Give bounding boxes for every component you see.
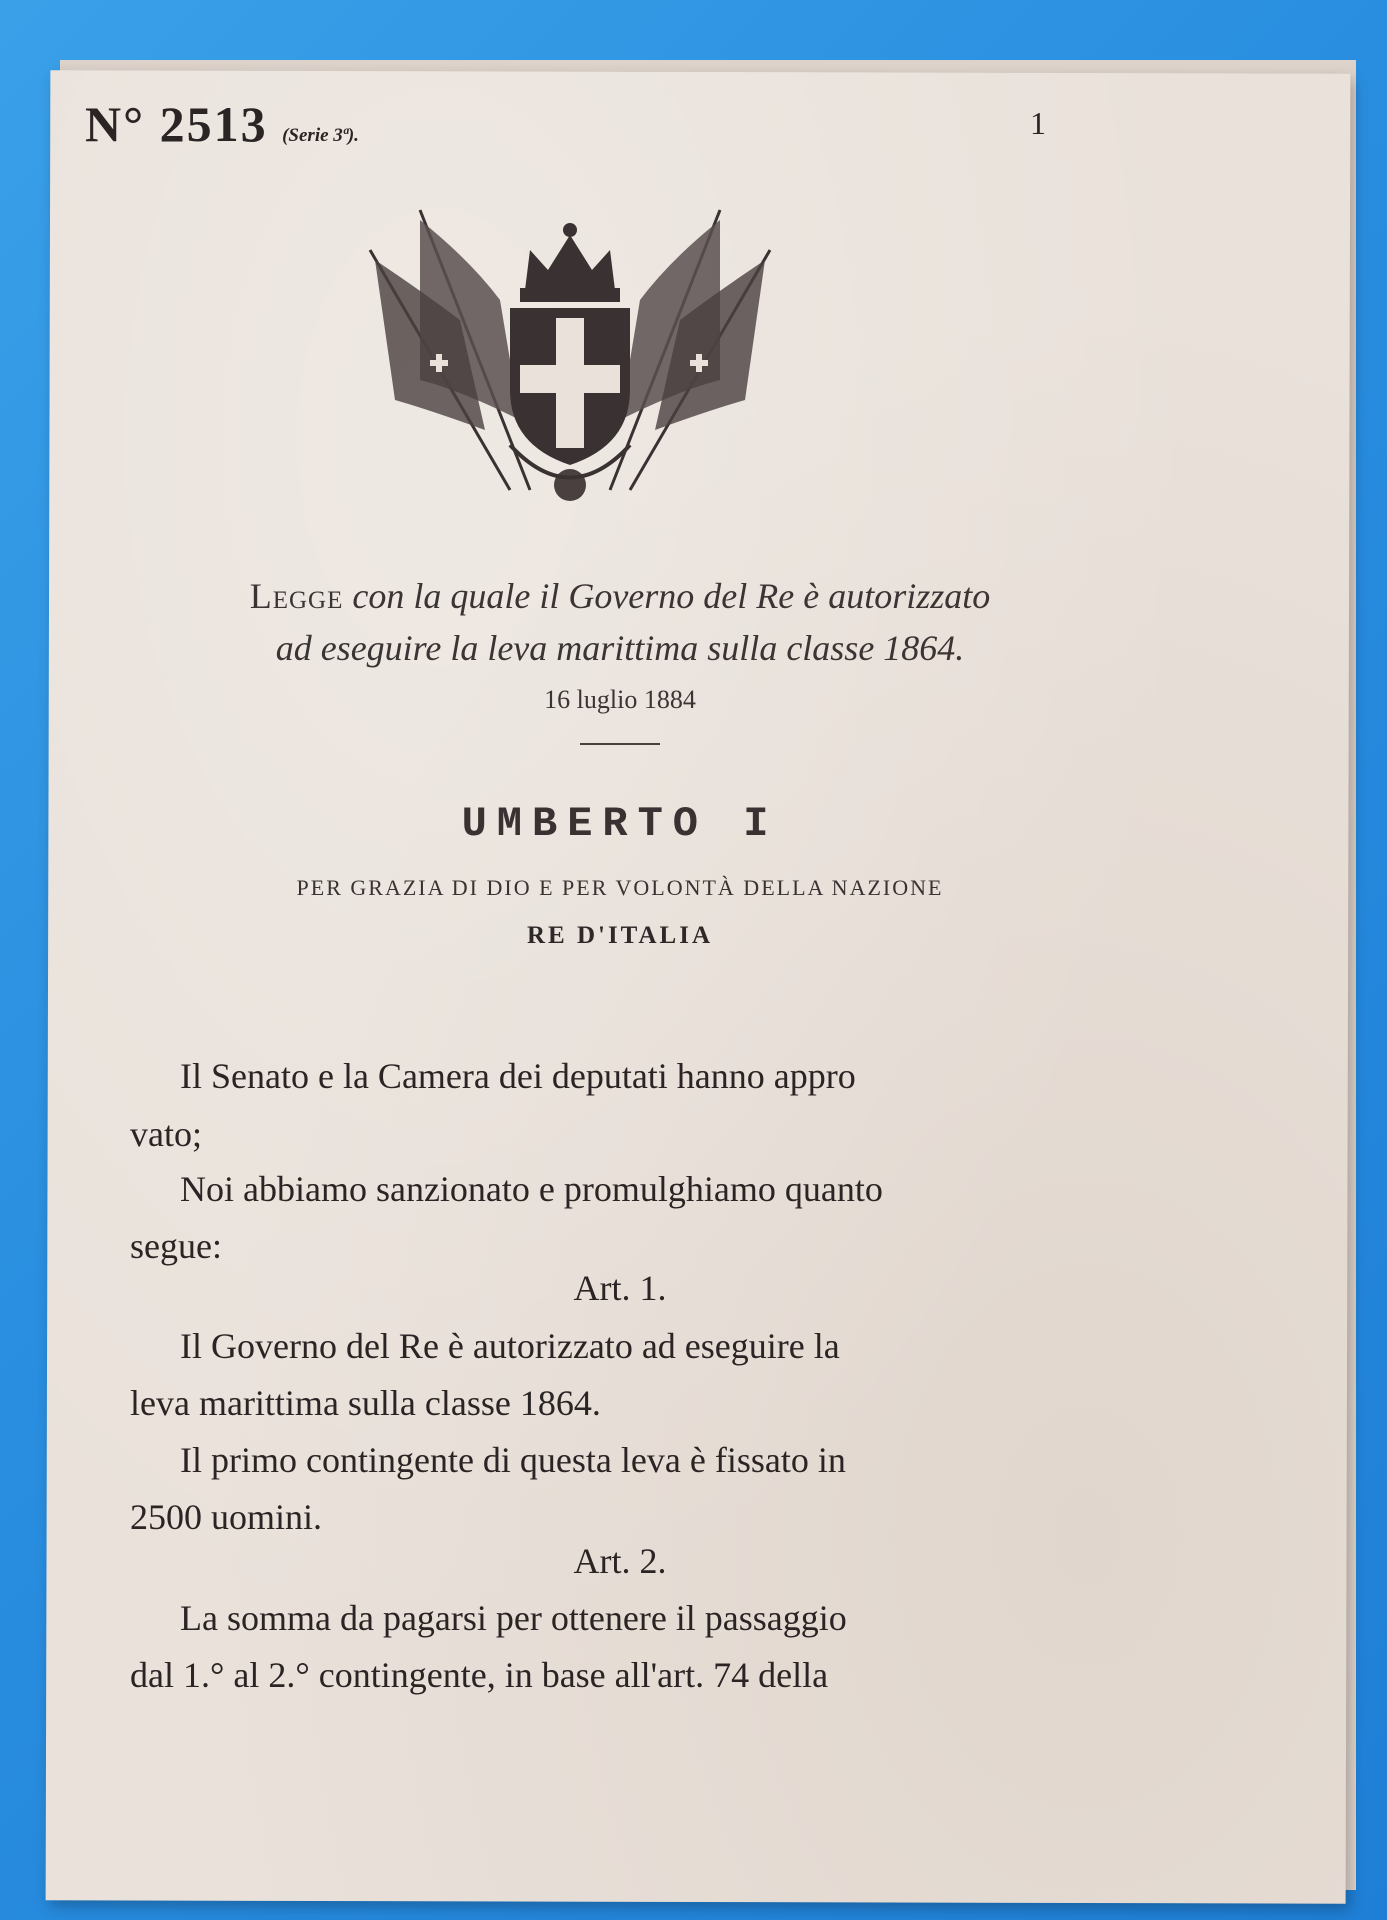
divider [580,743,660,745]
article-1-text [130,1325,1130,1367]
body-line: Il Governo del Re è autorizzato ad eseguire la [180,1326,840,1366]
law-title-line2: ad eseguire la leva marittima sulla classe 1864. [275,628,965,668]
body-paragraph-2 [130,1168,1130,1210]
body-paragraph-1 [130,1055,1130,1097]
article-1-text-2 [130,1439,1130,1481]
body-line: Noi abbiamo sanzionato e promulghiamo quanto [180,1169,883,1209]
law-number [85,95,359,153]
savoy-coat-of-arms-icon [360,190,780,520]
article-2-heading: Art. 2. [573,1541,667,1581]
law-title-line1-text: con la quale il Governo del Re è autorizzato [352,576,991,616]
law-date: 16 luglio 1884 [544,685,696,714]
body-line: segue: [130,1226,222,1266]
serie-label: (Serie 3ª). [282,125,359,146]
law-number-text: N° 2513 [85,96,268,152]
law-title-lead: Legge [249,576,344,616]
king-grazia: PER GRAZIA DI DIO E PER VOLONTÀ DELLA NAZIONE [296,875,944,900]
body-line: Il primo contingente di questa leva è fissato in [180,1440,846,1480]
law-title [90,570,1150,674]
article-2-text [130,1597,1130,1639]
page-number: 1 [1030,105,1046,141]
body-line: La somma da pagarsi per ottenere il passaggio [180,1598,847,1638]
body-line: vato; [130,1114,202,1154]
article-1-heading: Art. 1. [573,1268,667,1308]
king-title: RE D'ITALIA [526,922,714,949]
body-line: 2500 uomini. [130,1497,323,1537]
law-title-line1 [90,570,1150,622]
body-line: Il Senato e la Camera dei deputati hanno appro [180,1056,856,1096]
body-line: leva marittima sulla classe 1864. [130,1383,601,1423]
king-name: UMBERTO I [461,800,779,848]
body-line: dal 1.° al 2.° contingente, in base all'art. 74 della [130,1655,829,1695]
